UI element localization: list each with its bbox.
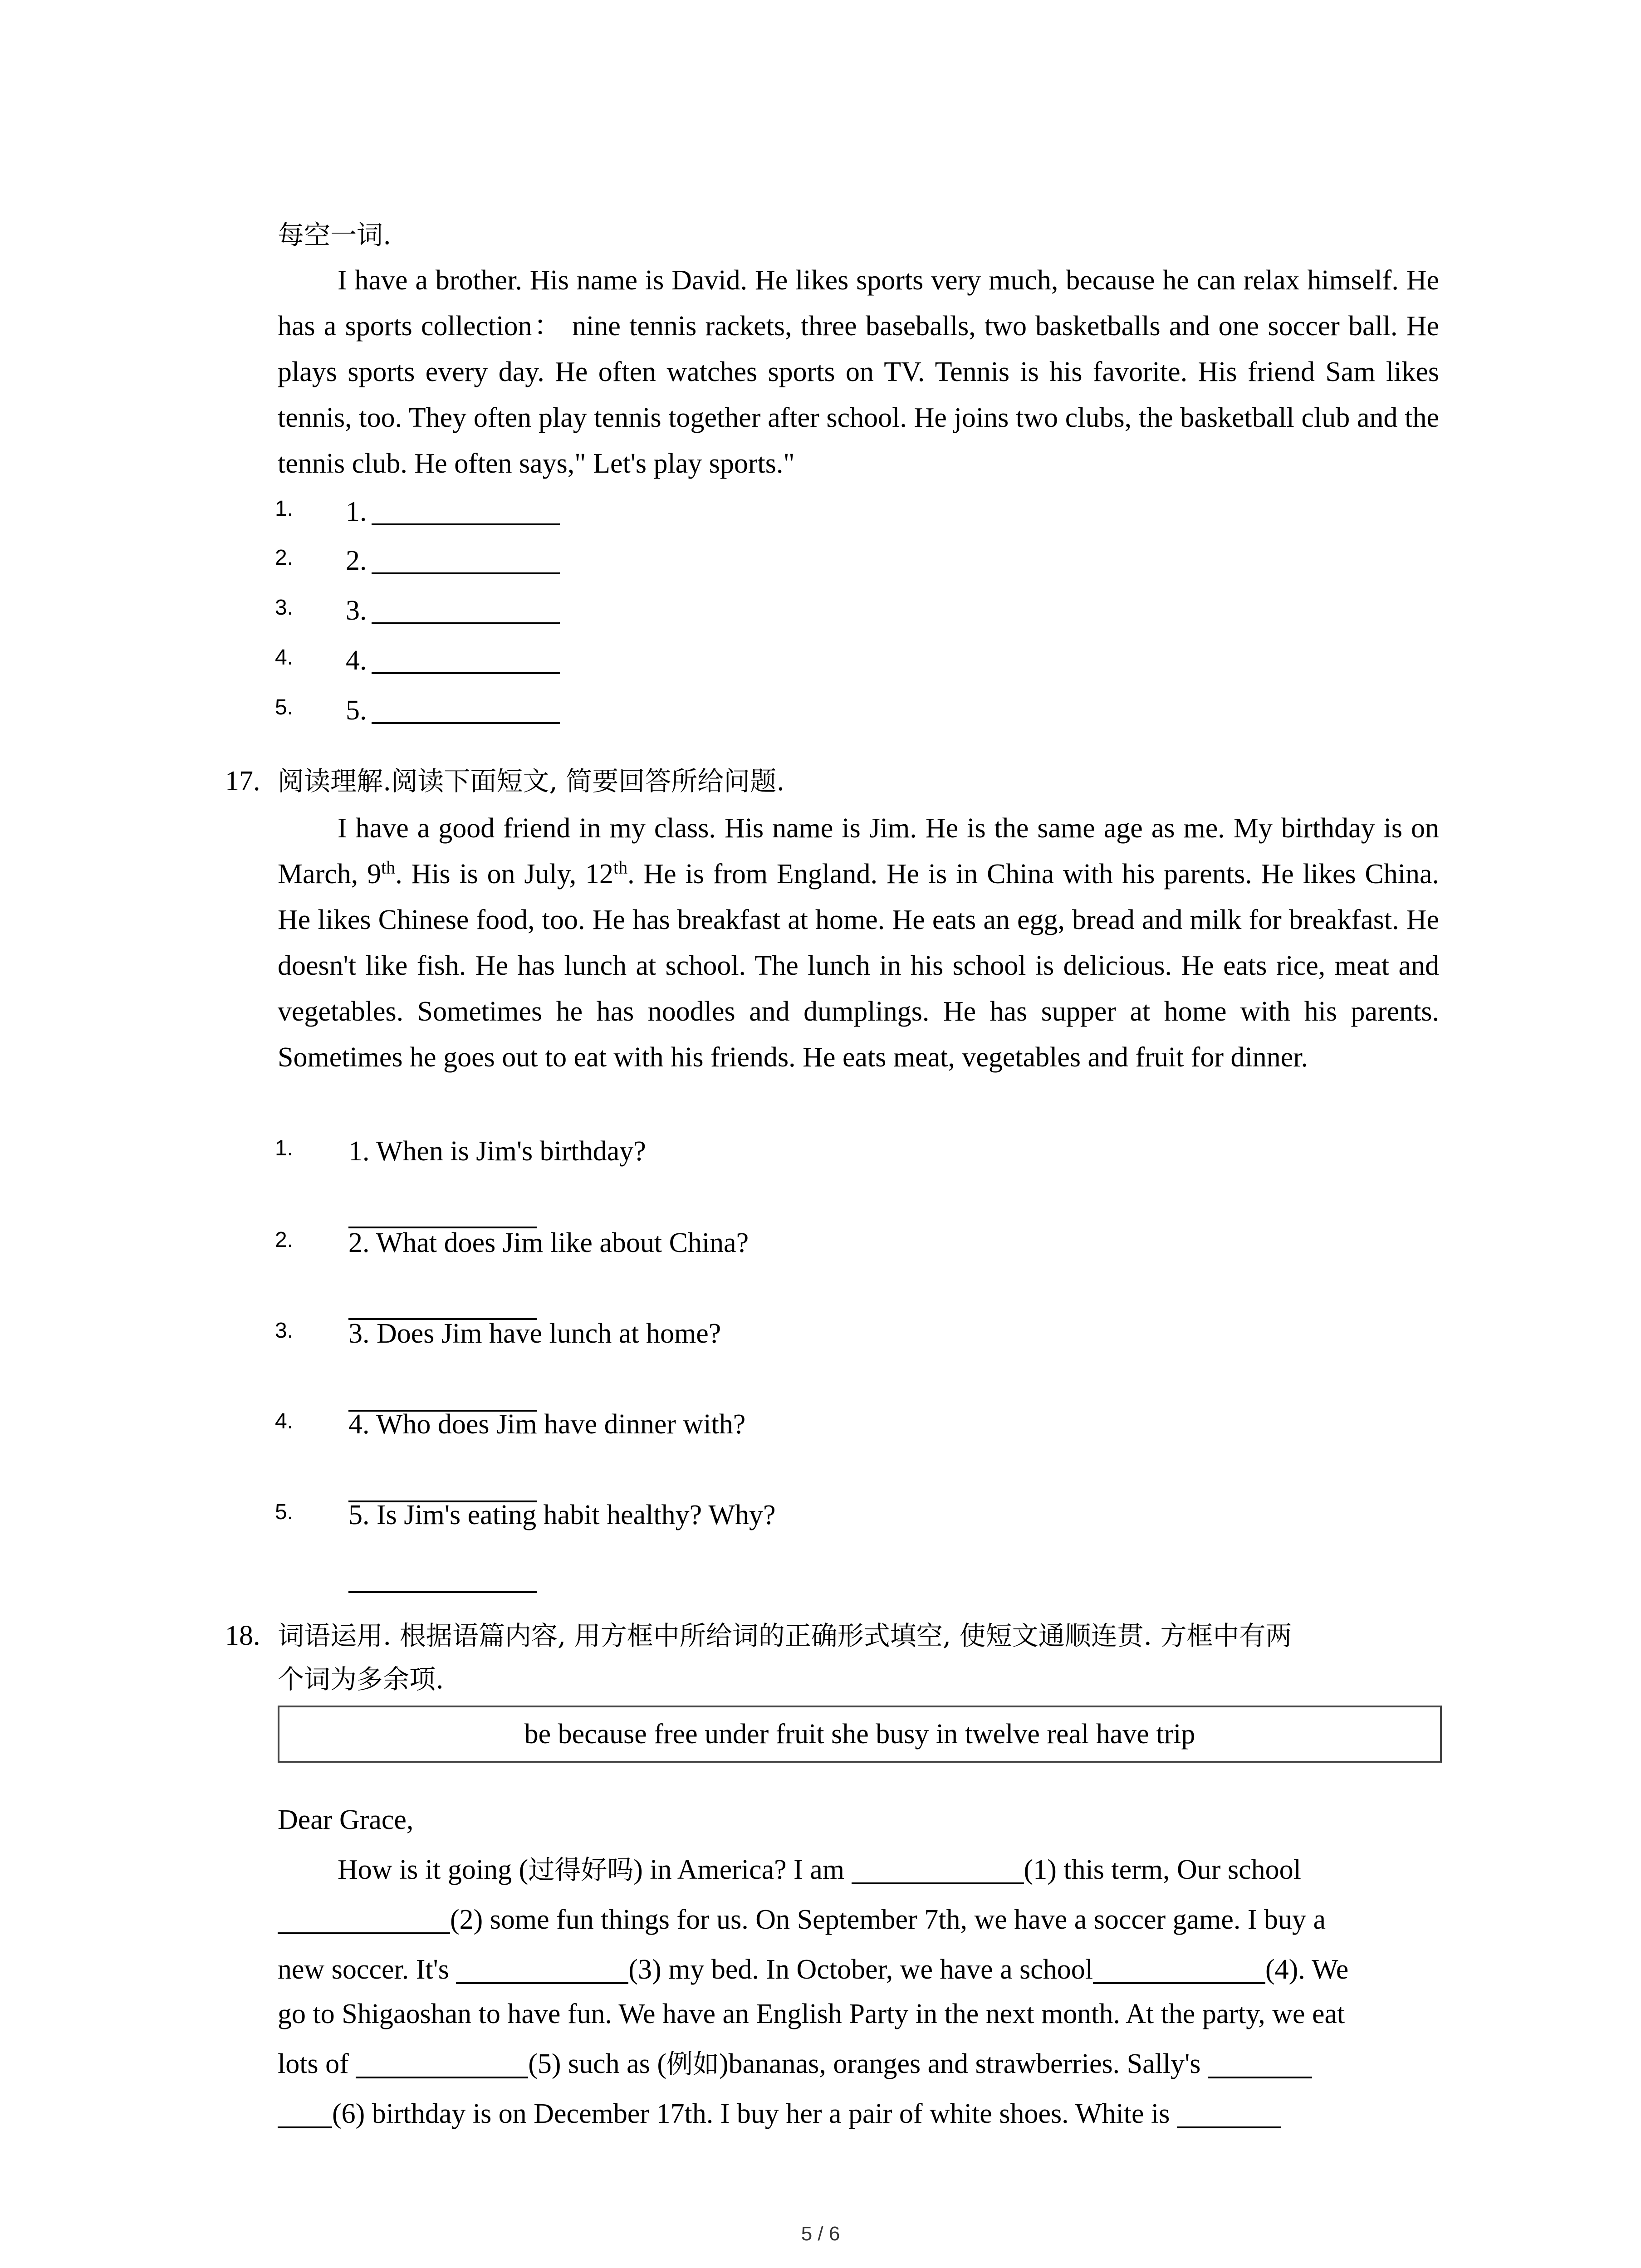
instruction-continuation: 每空一词. [278,220,392,250]
question-item-number: 4. [275,1409,294,1433]
blank-item: 5. [346,688,560,733]
letter-greeting: Dear Grace, [278,1804,414,1835]
blank-item: 3. [346,588,560,633]
answer-line[interactable] [348,1591,537,1593]
passage-17: I have a good friend in my class. His name is Jim. He is the same age as me. My birthday is on March, 9th. His is on July, 12th. He is from England. He is in China with his parents. He likes China. He likes Chinese food, too. He has breakfast at home. He eats an egg, bread and milk for breakfast. He doesn't like fish. He has lunch at school. The lunch in his school is delicious. He eats rice, meat and vegetables. Sometimes he has noodles and dumplings. He has supper at home with his parents. Sometimes he goes out to eat with his friends. He eats meat, vegetables and fruit for dinner. [278,813,1440,1073]
blank-item: 4. [346,638,560,683]
fill-blank-6-part2[interactable] [278,2099,332,2128]
question-item-number: 1. [275,1136,294,1160]
fill-blank-4[interactable] [1093,1955,1265,1984]
question-item: 3. Does Jim have lunch at home? [348,1318,721,1349]
fill-blank-3[interactable] [456,1955,628,1984]
answer-blank[interactable] [372,648,560,674]
answer-blank[interactable] [372,499,560,525]
blank-item-number: 1. [275,497,294,521]
answer-blank[interactable] [372,698,560,724]
question-item: 1. When is Jim's birthday? [348,1136,646,1167]
page-number: 5 / 6 [801,2223,840,2245]
blank-item-number: 4. [275,645,294,670]
question-item-number: 2. [275,1228,294,1252]
fill-blank-1[interactable] [852,1855,1024,1884]
fill-blank-7[interactable] [1177,2099,1281,2128]
passage-16: I have a brother. His name is David. He likes sports very much, because he can relax himself. He has a sports collection： nine tennis rackets, three baseballs, two basketballs and one soccer ball. He plays sports every day. He often watches sports on TV. Tennis is his favorite. His friend Sam likes tennis, too. They often play tennis together after school. He joins two clubs, the basketball club and the tennis club. He often says," Let's play sports." [278,265,1439,479]
blank-item-number: 2. [275,546,294,570]
answer-blank[interactable] [372,548,560,574]
question-instruction: 词语运用. 根据语篇内容, 用方框中所给词的正确形式填空, 使短文通顺连贯. 方框中有两 [278,1620,1292,1651]
question-number: 18. [225,1620,260,1651]
question-item: 2. What does Jim like about China? [348,1227,749,1258]
blank-item-number: 3. [275,596,294,620]
word-box [278,1706,1442,1763]
blank-item-number: 5. [275,695,294,719]
blank-item: 1. [346,489,560,534]
fill-blank-2[interactable] [278,1905,450,1934]
letter-line: How is it going (过得好吗) in America? I am (1) this term, Our school [338,1854,1301,1885]
question-item-number: 5. [275,1500,294,1524]
answer-blank[interactable] [372,598,560,624]
question-item: 4. Who does Jim have dinner with? [348,1409,746,1440]
question-instruction-cont: 个词为多余项. [278,1664,444,1695]
letter-line: new soccer. It's (3) my bed. In October, we have a school (4). We [278,1954,1349,1985]
question-item-number: 3. [275,1319,294,1343]
letter-line: go to Shigaoshan to have fun. We have an English Party in the next month. At the party, we eat [278,1999,1345,2029]
letter-line: lots of (5) such as (例如)bananas, oranges and strawberries. Sally's [278,2041,1312,2087]
letter-line: (6) birthday is on December 17th. I buy her a pair of white shoes. White is [278,2091,1281,2136]
question-item: 5. Is Jim's eating habit healthy? Why? [348,1500,776,1530]
letter-line: (2) some fun things for us. On September 7th, we have a soccer game. I buy a [278,1897,1326,1942]
word-box-words: be because free under fruit she busy in twelve real have trip [524,1719,1195,1750]
fill-blank-6-part1[interactable] [1208,2049,1312,2078]
question-number: 17. [225,766,260,797]
question-instruction: 阅读理解.阅读下面短文, 简要回答所给问题. [278,766,785,797]
fill-blank-5[interactable] [356,2049,528,2078]
blank-item: 2. [346,538,560,583]
